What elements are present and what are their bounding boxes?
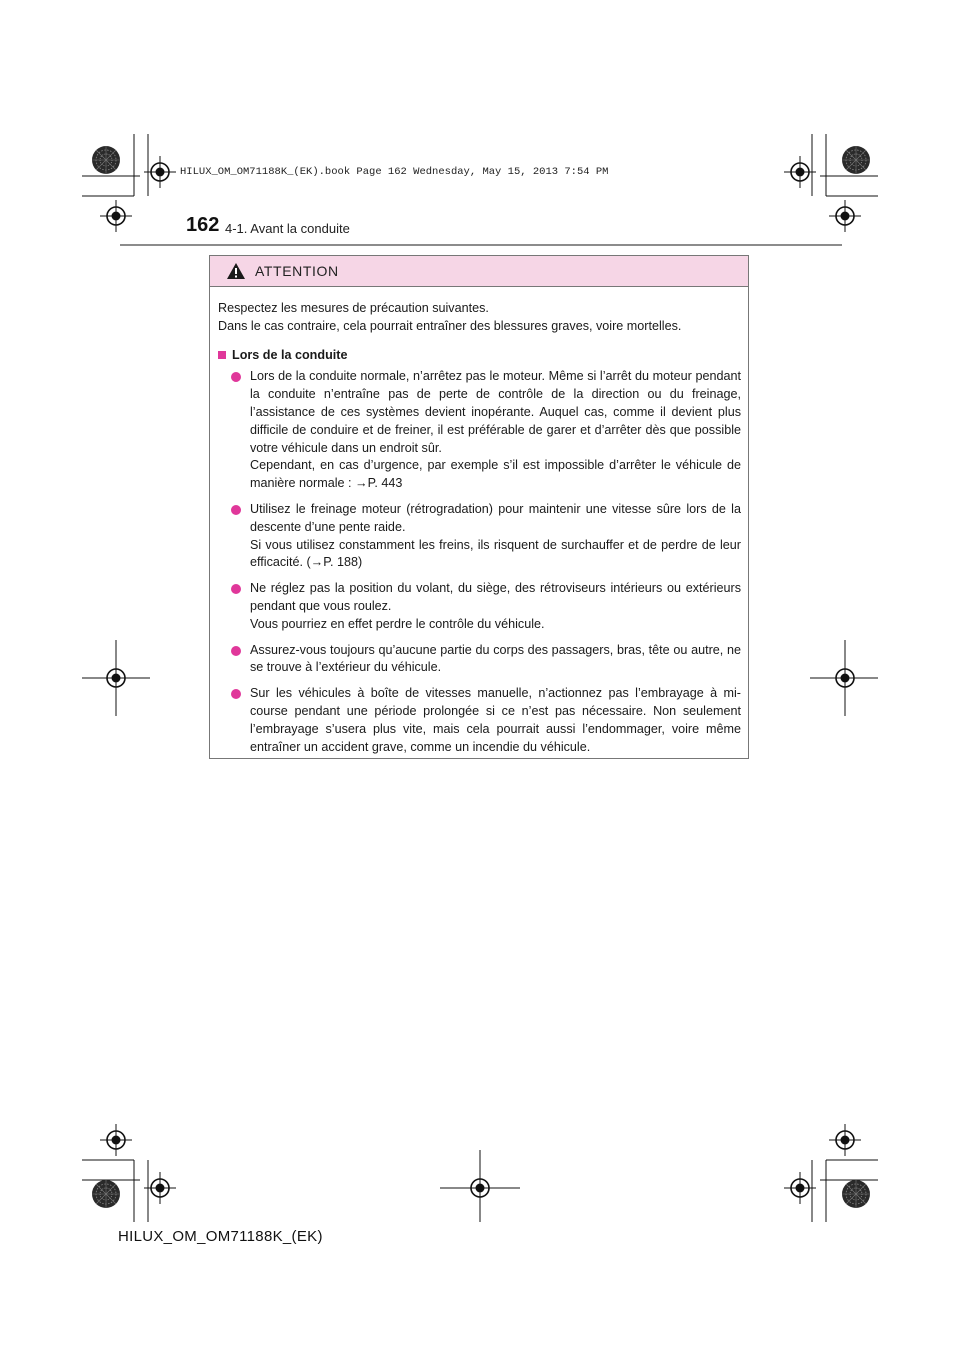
list-paragraph: Utilisez le freinage moteur (rétrogradation) pour maintenir une vitesse sûre lors de la descente d’une pente raide. bbox=[250, 501, 741, 534]
caution-title: ATTENTION bbox=[255, 263, 339, 279]
caution-intro bbox=[218, 300, 741, 336]
bullet-dot-icon bbox=[231, 372, 241, 382]
book-info-slug: HILUX_OM_OM71188K_(EK).book Page 162 Wednesday, May 15, 2013 7:54 PM bbox=[180, 166, 609, 178]
document-code: HILUX_OM_OM71188K_(EK) bbox=[118, 1228, 323, 1245]
list-paragraph: Assurez-vous toujours qu’aucune partie du corps des passagers, bras, tête ou autre, ne se trouve à l’extérieur du véhicule. bbox=[250, 642, 741, 675]
list-item bbox=[230, 580, 741, 633]
warning-triangle-icon bbox=[226, 262, 246, 280]
list-item bbox=[230, 685, 741, 756]
list-paragraph: Ne réglez pas la position du volant, du siège, des rétroviseurs intérieurs ou extérieurs pendant que vous roulez. bbox=[250, 581, 741, 613]
caution-header bbox=[210, 256, 748, 287]
page-number: 162 bbox=[186, 214, 220, 236]
list-item bbox=[230, 501, 741, 572]
list-paragraph: Lors de la conduite normale, n’arrêtez pas le moteur. Même si l’arrêt du moteur pendant la conduite n’entraîne pas de perte de contrôle de la direction ou du freinage, l’assistance de ces systèmes devient inopérante. Auquel cas, comme il devient plus difficile de conduire et de freiner, il est préférable de garer et d’arrêter dès que possible votre véhicule dans un endroit sûr. bbox=[250, 369, 741, 455]
square-bullet-icon bbox=[218, 351, 226, 359]
bullet-dot-icon bbox=[231, 646, 241, 656]
caution-box bbox=[209, 255, 749, 759]
list-item bbox=[230, 368, 741, 493]
header-rule bbox=[120, 244, 842, 246]
intro-line: Dans le cas contraire, cela pourrait entraîner des blessures graves, voire mortelles. bbox=[218, 318, 682, 333]
subsection-heading-text: Lors de la conduite bbox=[232, 347, 348, 362]
bullet-dot-icon bbox=[231, 584, 241, 594]
list-paragraph: Sur les véhicules à boîte de vitesses manuelle, n’actionnez pas l’embrayage à mi-course pendant une période prolongée si ce n’est pas nécessaire. Non seulement l’embrayage s’usera plus vite, mais cela pourrait aussi l’endommager, voire même entraîner un accident grave, comme un incendie du véhicule. bbox=[250, 686, 741, 754]
list-paragraph: Si vous utilisez constamment les freins, ils risquent de surchauffer et de perdre de leur efficacité. (→P. 188) bbox=[250, 537, 741, 570]
section-title: 4-1. Avant la conduite bbox=[225, 221, 350, 236]
bullet-dot-icon bbox=[231, 505, 241, 515]
list-item bbox=[230, 642, 741, 678]
caution-body bbox=[210, 287, 748, 756]
caution-list bbox=[218, 368, 741, 756]
intro-line: Respectez les mesures de précaution suivantes. bbox=[218, 301, 489, 315]
list-paragraph: Cependant, en cas d’urgence, par exemple s’il est impossible d’arrêter le véhicule de manière normale : →P. 443 bbox=[250, 458, 741, 491]
subsection-heading bbox=[218, 347, 741, 365]
list-paragraph: Vous pourriez en effet perdre le contrôle du véhicule. bbox=[250, 616, 545, 631]
bullet-dot-icon bbox=[231, 689, 241, 699]
